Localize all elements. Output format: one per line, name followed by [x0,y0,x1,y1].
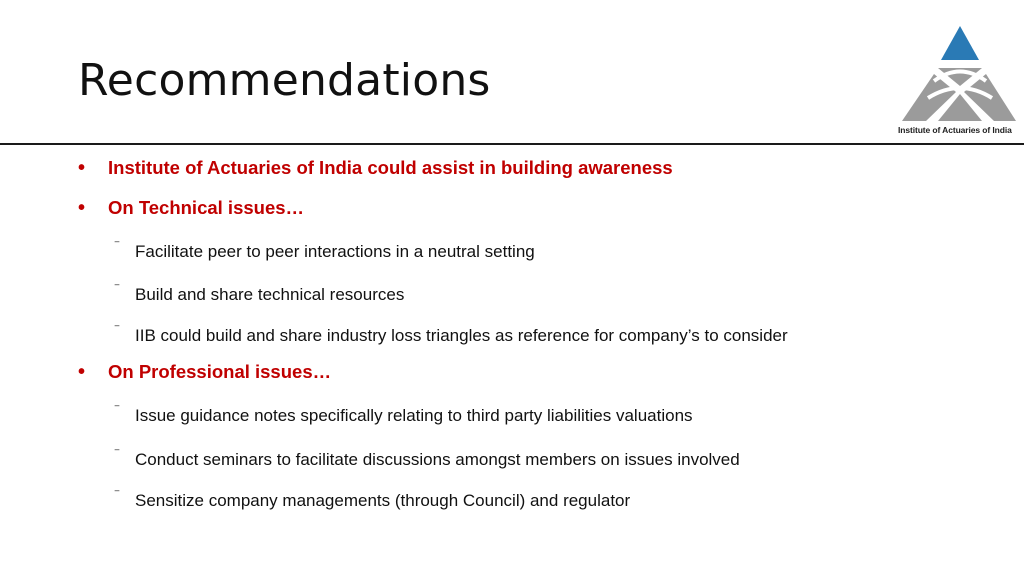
bullet-item [78,197,304,220]
bullet-text: Institute of Actuaries of India could assist in building awareness [108,157,673,178]
sub-bullet-text: Facilitate peer to peer interactions in a neutral setting [135,242,535,261]
bullet-icon: • [78,157,86,179]
sub-bullet-item [115,324,788,346]
bullet-text: On Professional issues… [108,361,332,382]
bullet-item [78,361,331,384]
sub-bullet-item [115,404,693,426]
sub-bullet-item [115,489,630,511]
title-divider [0,143,1024,145]
institute-logo [898,26,1018,138]
sub-bullet-text: IIB could build and share industry loss triangles as reference for company’s to consider [135,326,788,345]
sub-bullet-text: Issue guidance notes specifically relating to third party liabilities valuations [135,406,693,425]
bullet-icon: • [78,197,86,219]
sub-bullet-text: Conduct seminars to facilitate discussions amongst members on issues involved [135,450,740,469]
dash-icon: ‾ [115,240,119,254]
sub-bullet-item [115,283,404,305]
sub-bullet-text: Sensitize company managements (through Council) and regulator [135,491,631,510]
logo-emblem-icon [898,26,1018,126]
dash-icon: ‾ [115,404,119,418]
dash-icon: ‾ [115,324,119,338]
bullet-item [78,157,673,180]
bullet-icon: • [78,361,86,383]
page-title: Recommendations [78,55,491,106]
bullet-text: On Technical issues… [108,197,305,218]
dash-icon: ‾ [115,489,119,503]
dash-icon: ‾ [115,283,119,297]
sub-bullet-item [115,448,740,470]
sub-bullet-text: Build and share technical resources [135,285,405,304]
dash-icon: ‾ [115,448,119,462]
logo-caption: Institute of Actuaries of India [898,125,1012,135]
sub-bullet-item [115,240,535,262]
